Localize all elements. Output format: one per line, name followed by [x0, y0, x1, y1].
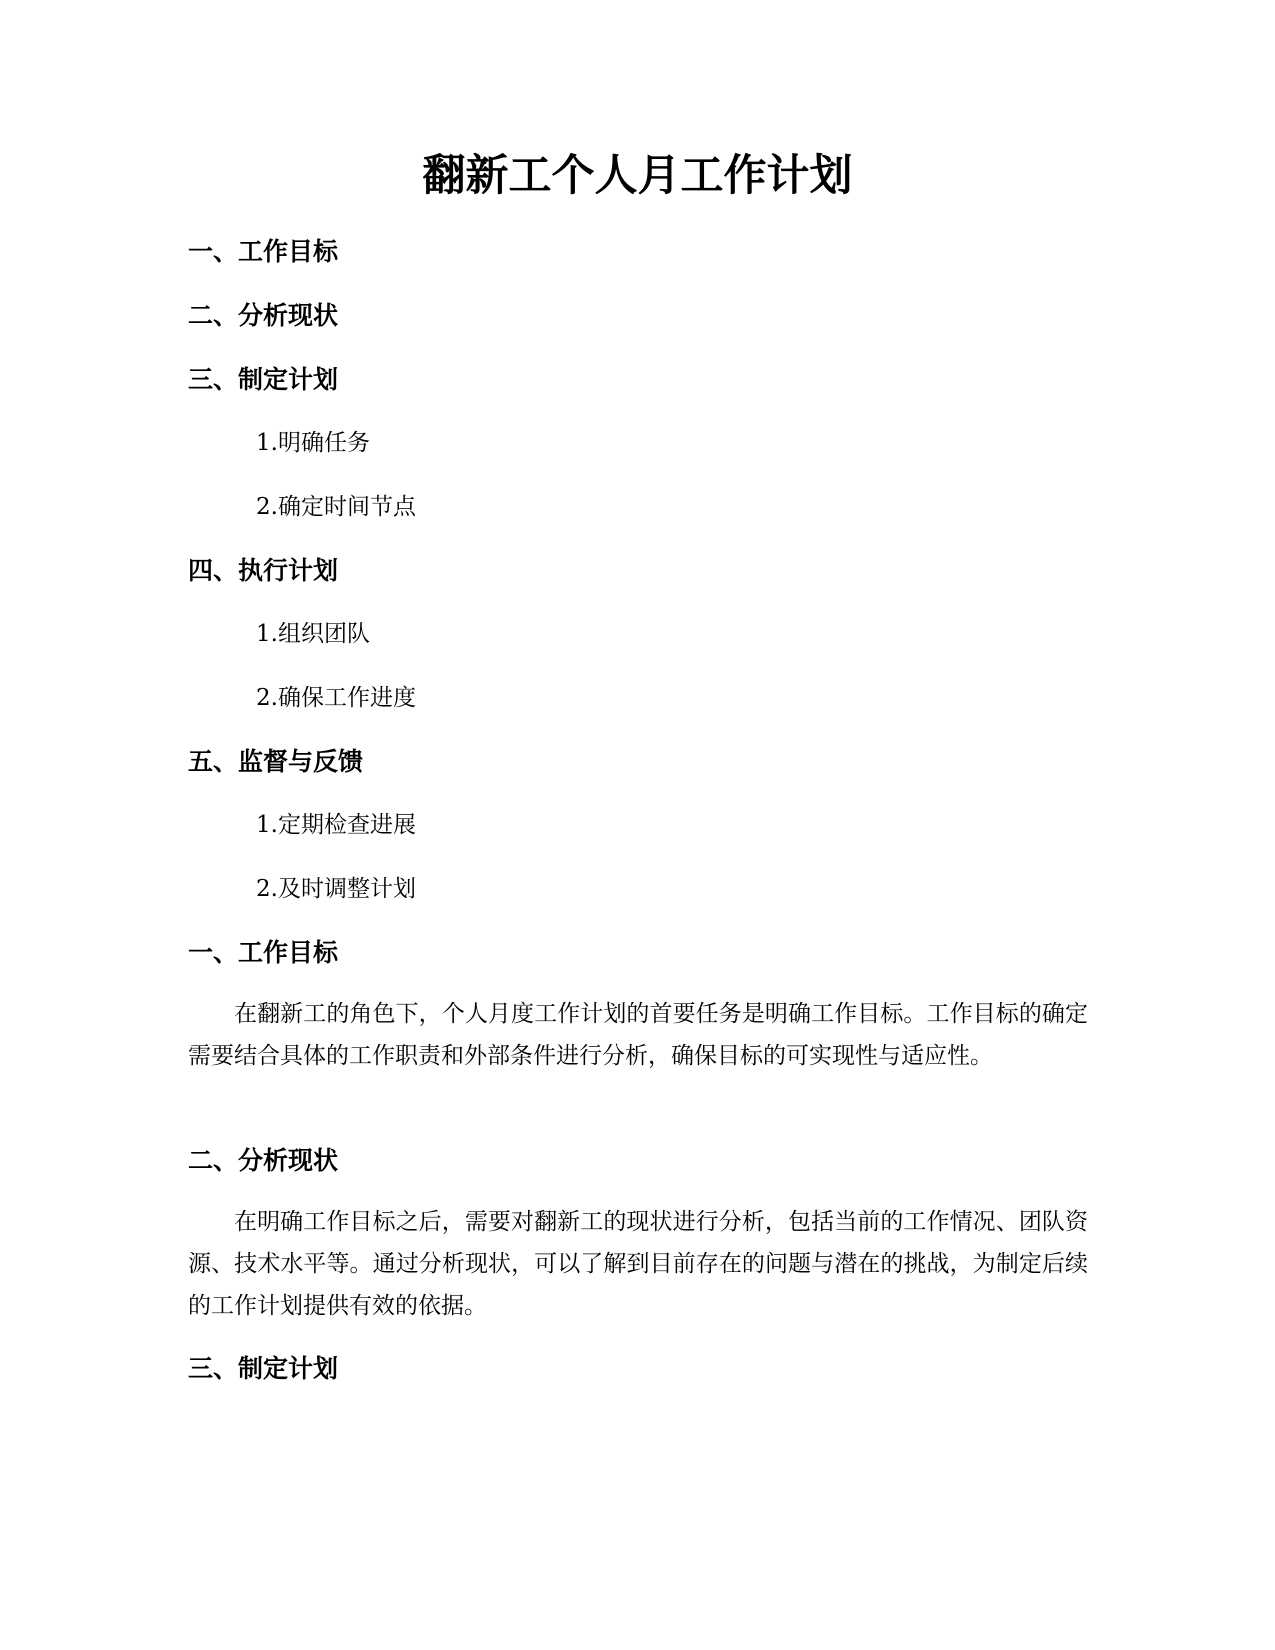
outline-heading-goals: 一、工作目标 [188, 237, 339, 266]
outline-item: 2.确保工作进度 [256, 685, 416, 711]
outline-item: 1.定期检查进展 [256, 812, 416, 838]
section-heading-goals: 一、工作目标 [188, 938, 339, 967]
outline-item: 1.明确任务 [256, 430, 370, 456]
section-heading-plan: 三、制定计划 [188, 1354, 339, 1383]
outline-item: 2.确定时间节点 [256, 494, 416, 520]
outline-heading-execute: 四、执行计划 [188, 556, 339, 585]
outline-heading-analysis: 二、分析现状 [188, 301, 339, 330]
outline-item: 2.及时调整计划 [256, 876, 416, 902]
document-title: 翻新工个人月工作计划 [422, 151, 853, 201]
section-paragraph-analysis: 在明确工作目标之后，需要对翻新工的现状进行分析，包括当前的工作情况、团队资源、技术水平等。通过分析现状，可以了解到目前存在的问题与潜在的挑战，为制定后续的工作计划提供有效的依据。 [188, 1209, 1088, 1319]
outline-item: 1.组织团队 [256, 621, 370, 647]
section-paragraph-goals: 在翻新工的角色下，个人月度工作计划的首要任务是明确工作目标。工作目标的确定需要结合具体的工作职责和外部条件进行分析，确保目标的可实现性与适应性。 [188, 1001, 1088, 1069]
section-heading-analysis: 二、分析现状 [188, 1146, 339, 1175]
outline-heading-monitor: 五、监督与反馈 [188, 747, 364, 776]
outline-heading-plan: 三、制定计划 [188, 365, 339, 394]
